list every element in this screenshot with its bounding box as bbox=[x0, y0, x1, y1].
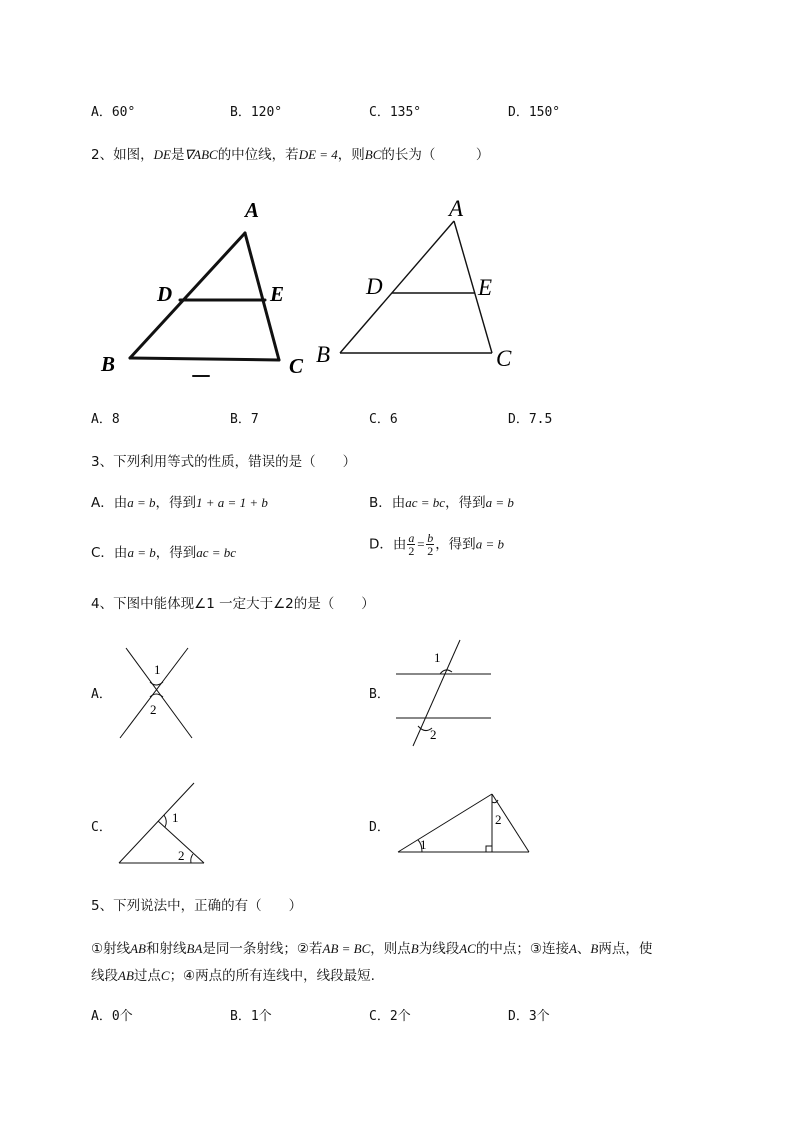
q4-option-a-label: A． bbox=[91, 687, 112, 702]
q4-figure-a bbox=[112, 642, 202, 744]
q4a-angle-2: 2 bbox=[150, 702, 157, 717]
fig2-label-b: B bbox=[316, 342, 331, 367]
q4-stem: 4、下图中能体现∠1 一定大于∠2的是（ ） bbox=[91, 596, 375, 612]
q5-option-c: C．2个 bbox=[369, 1009, 411, 1024]
q1-option-a: A．60° bbox=[91, 105, 136, 120]
q5-option-b: B．1个 bbox=[230, 1009, 272, 1024]
q4-option-b-label: B． bbox=[369, 687, 390, 702]
fig2-label-a: A bbox=[449, 196, 464, 221]
q4a-angle-1: 1 bbox=[154, 662, 161, 677]
q5-stem: 5、下列说法中，正确的有（ ） bbox=[91, 898, 303, 914]
q4-figure-c bbox=[112, 775, 212, 870]
q1-option-c: C．135° bbox=[369, 105, 422, 120]
q3-option-b: B．由ac = bc，得到a = b bbox=[369, 495, 514, 511]
q2-option-d: D．7.5 bbox=[508, 412, 553, 427]
q2-option-b: B．7 bbox=[230, 412, 259, 427]
q4-figure-d bbox=[392, 786, 537, 858]
q4-option-c-label: C． bbox=[91, 820, 112, 835]
q5-statements-line1: ①射线AB和射线BA是同一条射线；②若AB = BC，则点B为线段AC的中点；③连接A、B两点，使 bbox=[91, 941, 653, 957]
fig2-label-d: D bbox=[366, 274, 383, 299]
q5-option-a: A．0个 bbox=[91, 1009, 133, 1024]
q4b-angle-2: 2 bbox=[430, 727, 437, 742]
q3-stem: 3、下列利用等式的性质，错误的是（ ） bbox=[91, 454, 357, 470]
q2-option-a: A．8 bbox=[91, 412, 120, 427]
q2-stem: 2、如图，DE是∇ABC的中位线，若DE = 4，则BC的长为（ ） bbox=[91, 147, 490, 163]
fig1-label-c: C bbox=[289, 354, 304, 378]
q4-option-d-label: D． bbox=[369, 820, 390, 835]
q2-option-c: C．6 bbox=[369, 412, 398, 427]
q4d-angle-2: 2 bbox=[495, 812, 502, 827]
fig1-label-a: A bbox=[245, 198, 260, 222]
q1-option-d: D．150° bbox=[508, 105, 561, 120]
q3-option-d: D．由 $\frac{a}{2}$ = $\frac{b}{2}$ ，得到a = b bbox=[369, 531, 504, 558]
q2-figure-handdrawn bbox=[95, 195, 315, 385]
q5-statements-line2: 线段AB过点C；④两点的所有连线中，线段最短. bbox=[91, 968, 375, 984]
fig1-label-b: B bbox=[101, 352, 116, 376]
fig1-label-d: D bbox=[157, 282, 173, 306]
q4-figure-b bbox=[390, 634, 500, 749]
q4c-angle-1: 1 bbox=[172, 810, 179, 825]
q2-figure-clean bbox=[310, 192, 530, 377]
q5-option-d: D．3个 bbox=[508, 1009, 550, 1024]
fig1-label-e: E bbox=[270, 282, 285, 306]
q4d-angle-1: 1 bbox=[420, 837, 427, 852]
q4b-angle-1: 1 bbox=[434, 650, 441, 665]
q4c-angle-2: 2 bbox=[178, 848, 185, 863]
fig2-label-e: E bbox=[478, 275, 493, 300]
q3-option-c: C．由a = b，得到ac = bc bbox=[91, 545, 237, 561]
q3-option-a: A．由a = b，得到1 + a = 1 + b bbox=[91, 495, 268, 511]
q1-option-b: B．120° bbox=[230, 105, 283, 120]
fig2-label-c: C bbox=[496, 346, 512, 371]
